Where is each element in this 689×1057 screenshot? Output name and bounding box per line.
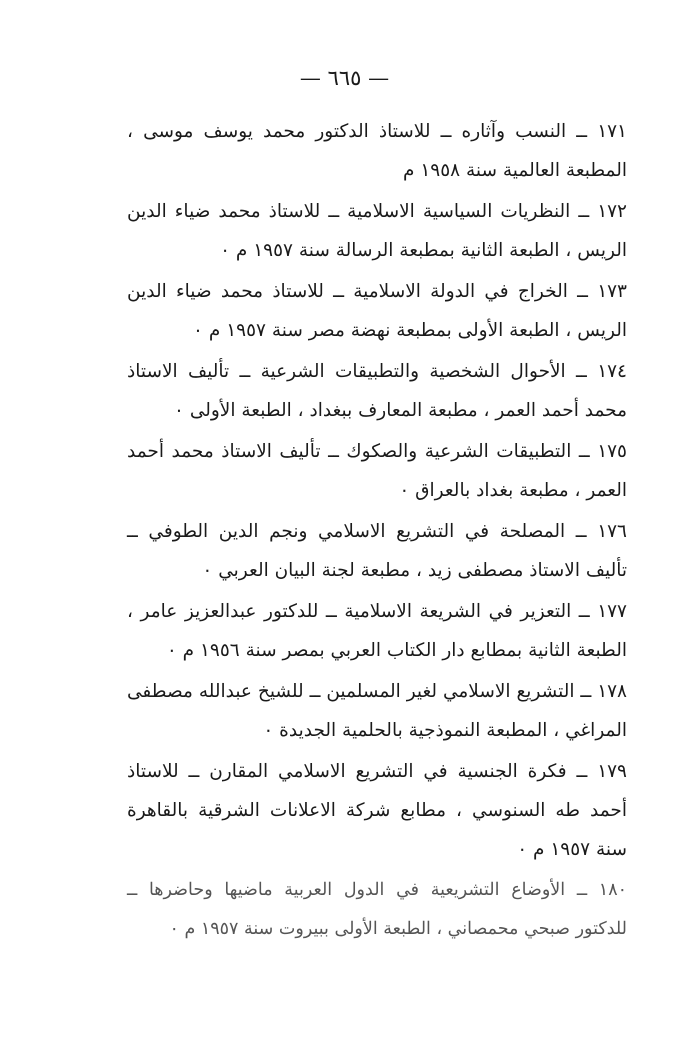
bibliography-entry: ١٧٧ ــ التعزير في الشريعة الاسلامية ــ للدكتور عبدالعزيز عامر ، الطبعة الثانية بمطابع دار الكتاب العربي بمصر سنة ١٩٥٦ م ٠ [127, 601, 627, 661]
bibliography-entry: ١٧٤ ــ الأحوال الشخصية والتطبيقات الشرعية ــ تأليف الاستاذ محمد أحمد العمر ، مطبعة المعارف ببغداد ، الطبعة الأولى ٠ [127, 361, 627, 421]
bibliography-entry: ١٧٩ ــ فكرة الجنسية في التشريع الاسلامي المقارن ــ للاستاذ أحمد طه السنوسي ، مطابع شركة الاعلانات الشرقية بالقاهرة سنة ١٩٥٧ م ٠ [127, 761, 627, 860]
bibliography-list [127, 112, 627, 949]
bibliography-entry: ١٧٨ ــ التشريع الاسلامي لغير المسلمين ــ للشيخ عبدالله مصطفى المراغي ، المطبعة النموذجية بالحلمية الجديدة ٠ [127, 681, 627, 741]
bibliography-entry: ١٧٦ ــ المصلحة في التشريع الاسلامي ونجم الدين الطوفي ــ تأليف الاستاذ مصطفى زيد ، مطبعة لجنة البيان العربي ٠ [127, 521, 627, 581]
bibliography-entry: ١٧١ ــ النسب وآثاره ــ للاستاذ الدكتور محمد يوسف موسى ، المطبعة العالمية سنة ١٩٥٨ م [127, 121, 627, 181]
bibliography-entry: ١٧٣ ــ الخراج في الدولة الاسلامية ــ للاستاذ محمد ضياء الدين الريس ، الطبعة الأولى بمطبعة نهضة مصر سنة ١٩٥٧ م ٠ [127, 281, 627, 341]
page-number: — ٦٦٥ — [299, 66, 390, 90]
bibliography-entry: ١٧٢ ــ النظريات السياسية الاسلامية ــ للاستاذ محمد ضياء الدين الريس ، الطبعة الثانية بمطبعة الرسالة سنة ١٩٥٧ م ٠ [127, 201, 627, 261]
bibliography-entry: ١٧٥ ــ التطبيقات الشرعية والصكوك ــ تأليف الاستاذ محمد أحمد العمر ، مطبعة بغداد بالعراق ٠ [127, 441, 627, 501]
bibliography-entry: ١٨٠ ــ الأوضاع التشريعية في الدول العربية ماضيها وحاضرها ــ للدكتور صبحي محمصاني ، الطبعة الأولى ببيروت سنة ١٩٥٧ م ٠ [127, 880, 627, 939]
